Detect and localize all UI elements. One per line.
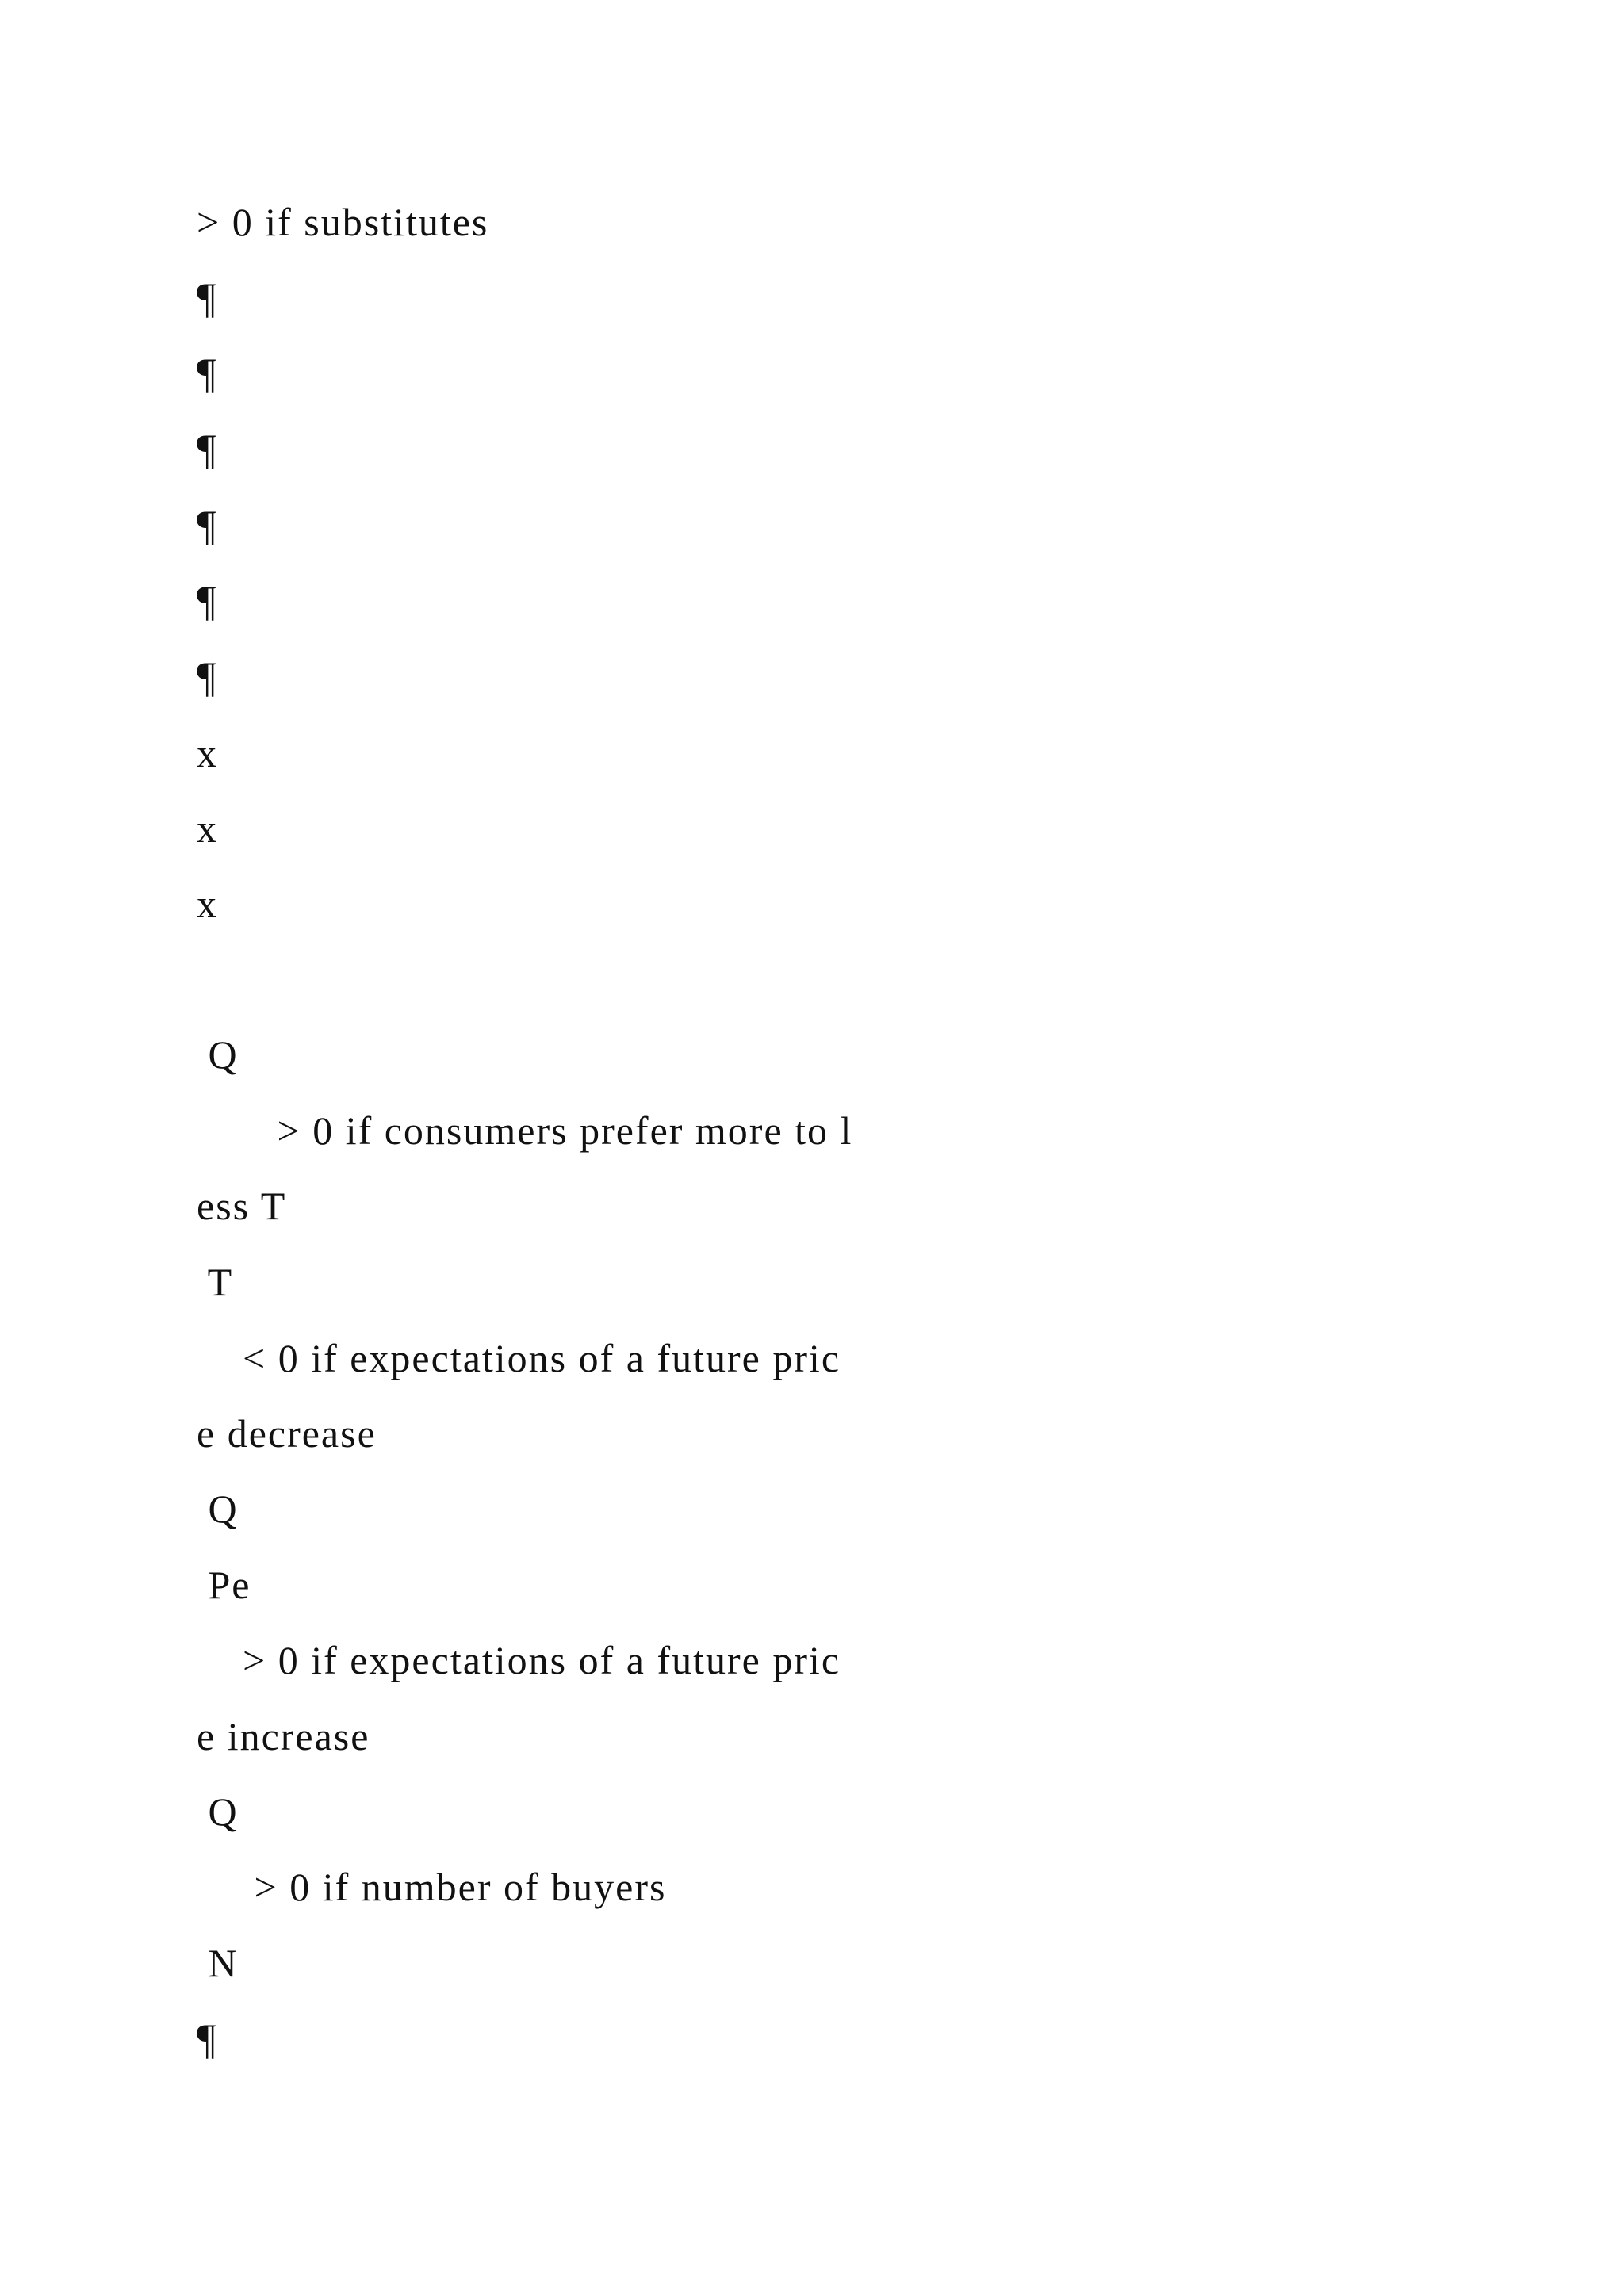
pilcrow-mark: ¶ (197, 502, 218, 549)
pilcrow-mark: ¶ (197, 577, 218, 625)
text-line: Pe (197, 1563, 251, 1607)
pilcrow-mark: ¶ (197, 653, 218, 701)
text-line: < 0 if expectations of a future pric (197, 1336, 841, 1380)
text-line: > 0 if substitutes (197, 200, 489, 244)
text-line: N (197, 1941, 239, 1985)
text-line: x (197, 882, 218, 926)
text-line: Q (197, 1032, 239, 1077)
text-line: x (197, 731, 218, 775)
pilcrow-mark: ¶ (197, 426, 218, 473)
text-line: Q (197, 1789, 239, 1834)
text-line: > 0 if consumers prefer more to l (197, 1108, 853, 1153)
text-line: T (197, 1260, 234, 1304)
text-line: e decrease (197, 1411, 377, 1456)
text-line: e increase (197, 1714, 370, 1758)
pilcrow-mark: ¶ (197, 350, 218, 397)
text-line: Q (197, 1487, 239, 1531)
pilcrow-mark: ¶ (197, 274, 218, 322)
pilcrow-mark: ¶ (197, 2015, 218, 2063)
text-line: > 0 if expectations of a future pric (197, 1638, 841, 1682)
text-line: x (197, 806, 218, 851)
text-line: > 0 if number of buyers (197, 1865, 667, 1909)
text-line: ess T (197, 1184, 287, 1228)
